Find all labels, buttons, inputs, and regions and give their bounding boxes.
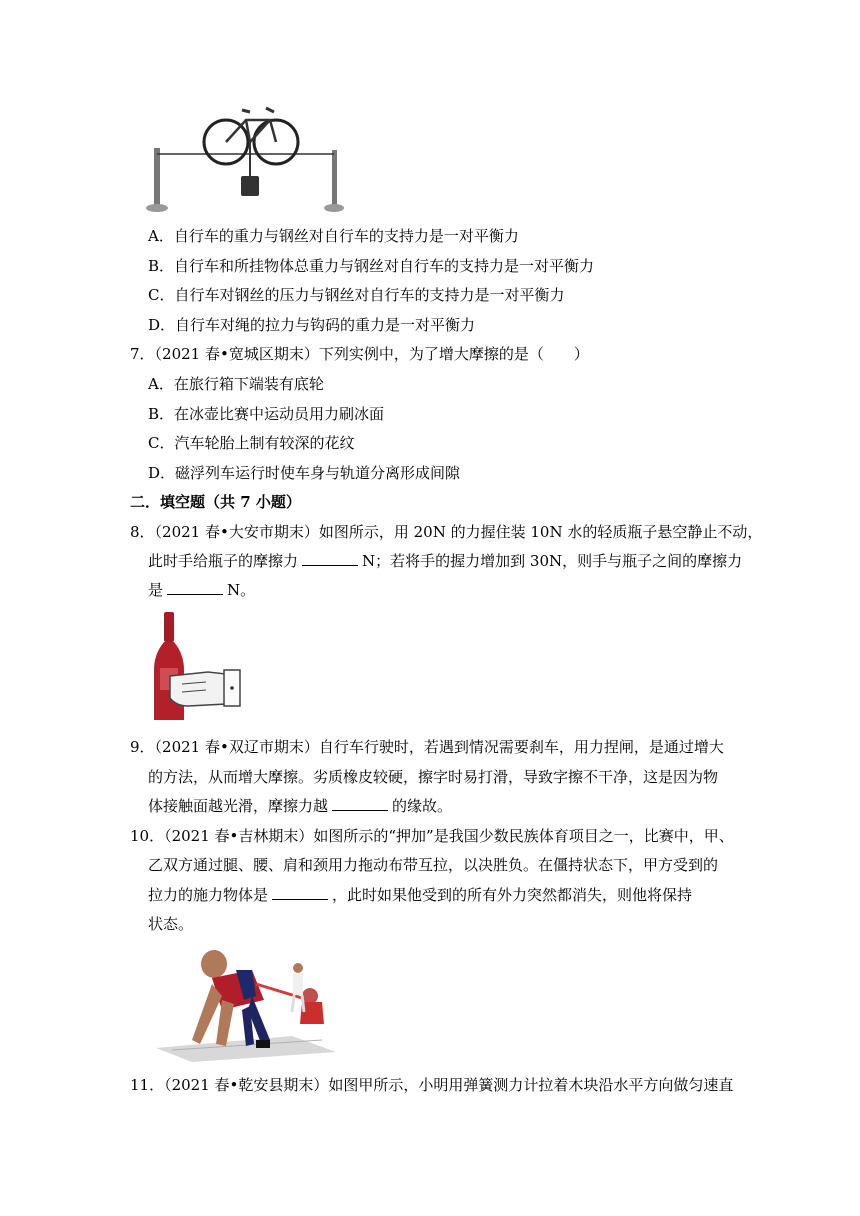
q7-option-c: C．汽车轮胎上制有较深的花纹 [148, 434, 355, 452]
q6-option-d: D．自行车对绳的拉力与钩码的重力是一对平衡力 [148, 316, 476, 334]
q8-line-2 [148, 551, 742, 571]
q6-option-a: A．自行车的重力与钢丝对自行车的支持力是一对平衡力 [148, 227, 519, 245]
q7-option-a: A．在旅行箱下端装有底轮 [148, 375, 324, 393]
q10-line-3-text-b: ，此时如果他受到的所有外力突然都消失，则他将保持 [332, 886, 693, 904]
q10-blank [272, 885, 328, 900]
yajia-figure [152, 940, 337, 1062]
q9-blank [332, 796, 388, 811]
q9-line-3-text-b: 的缘故。 [392, 797, 453, 815]
q10-line-3-text-a: 拉力的施力物体是 [148, 886, 269, 904]
q7-stem: 7．（2021 春•宽城区期末）下列实例中，为了增大摩擦的是（ ） [130, 345, 589, 363]
q9-line-1: 9．（2021 春•双辽市期末）自行车行驶时，若遇到情况需要刹车，用力捏闸，是通过增大 [130, 738, 724, 756]
q9-line-2: 的方法，从而增大摩擦。劣质橡皮较硬，擦字时易打滑，导致字擦不干净，这是因为物 [148, 768, 719, 786]
q7-option-b: B．在冰壶比赛中运动员用力刷冰面 [148, 405, 385, 423]
section-title: 二．填空题（共 7 小题） [130, 493, 301, 511]
hand-bottle-figure [148, 608, 248, 724]
q6-option-b: B．自行车和所挂物体总重力与钢丝对自行车的支持力是一对平衡力 [148, 257, 595, 275]
q10-line-3 [148, 885, 692, 905]
q6-option-c: C．自行车对钢丝的压力与钢丝对自行车的支持力是一对平衡力 [148, 286, 565, 304]
q9-line-3 [148, 796, 452, 816]
q8-line-3-text-a: 是 [148, 581, 164, 599]
q8-line-2-text-a: 此时手给瓶子的摩擦力 [148, 552, 299, 570]
q8-line-3-text-b: N。 [227, 581, 256, 599]
q8-line-1: 8．（2021 春•大安市期末）如图所示，用 20N 的力握住装 10N 水的轻质瓶子悬空静止不动， [130, 523, 763, 541]
q8-line-3 [148, 580, 255, 600]
q7-option-d: D．磁浮列车运行时使车身与轨道分离形成间隙 [148, 464, 461, 482]
q9-line-3-text-a: 体接触面越光滑，摩擦力越 [148, 797, 329, 815]
bicycle-on-wire-figure [140, 100, 360, 218]
q8-line-2-text-b: N；若将手的握力增加到 30N，则手与瓶子之间的摩擦力 [362, 552, 743, 570]
q8-blank-2 [167, 580, 223, 595]
q8-blank-1 [302, 551, 358, 566]
q10-line-4: 状态。 [148, 915, 194, 933]
q10-line-1: 10．（2021 春•吉林期末）如图所示的“押加”是我国少数民族体育项目之一，比赛中，甲、 [130, 827, 734, 845]
q11-line-1: 11．（2021 春•乾安县期末）如图甲所示，小明用弹簧测力计拉着木块沿水平方向做匀速直 [130, 1076, 734, 1094]
q10-line-2: 乙双方通过腿、腰、肩和颈用力拖动布带互拉，以决胜负。在僵持状态下，甲方受到的 [148, 856, 719, 874]
